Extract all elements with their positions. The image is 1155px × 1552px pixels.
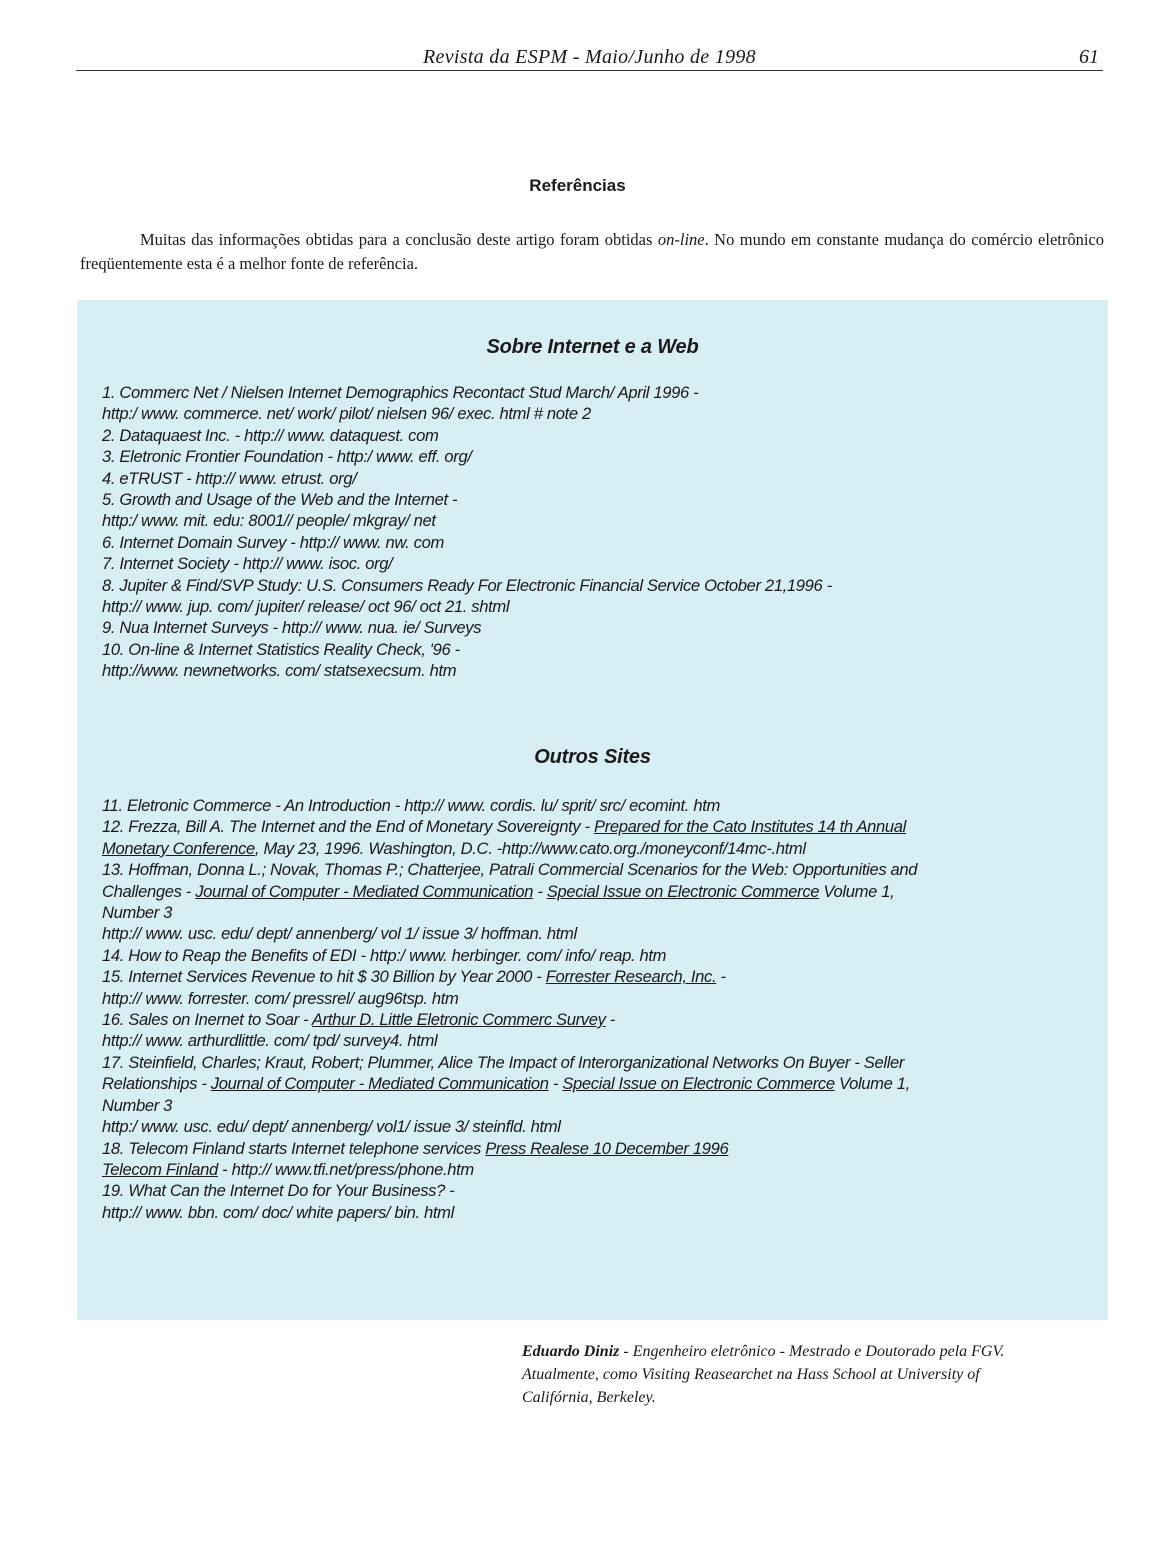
reference-item-15 xyxy=(102,966,1102,987)
reference-item-17: 17. Steinfield, Charles; Kraut, Robert; Plummer, Alice The Impact of Interorganizational Networks On Buyer - Seller xyxy=(102,1052,905,1072)
reference-text: 13. Hoffman, Donna L.; Novak, Thomas P.; Chatterjee, Patrali Commercial Scenarios for the Web: Opportunities and xyxy=(102,860,918,880)
intro-text-start: Muitas das informações obtidas para a conclusão deste artigo foram obtidas xyxy=(140,230,658,249)
reference-line: 1. Commerc Net / Nielsen Internet Demographics Recontact Stud March/ April 1996 - xyxy=(102,383,699,402)
reference-item-11 xyxy=(102,795,1102,816)
reference-item-18 xyxy=(102,1138,1102,1159)
running-header xyxy=(76,44,1103,71)
reference-text: - xyxy=(716,967,726,987)
reference-item-19: 19. What Can the Internet Do for Your Business? - xyxy=(102,1181,455,1201)
intro-paragraph xyxy=(80,228,1104,276)
reference-line: http:/ www. commerce. net/ work/ pilot/ nielsen 96/ exec. html # note 2 xyxy=(102,404,591,424)
reference-text: Volume 1, xyxy=(834,1074,910,1094)
reference-item-12 xyxy=(102,816,1102,837)
reference-text: Challenges - xyxy=(102,881,196,901)
reference-item-17-url: http:/ www. usc. edu/ dept/ annenberg/ vol1/ issue 3/ steinfld. html xyxy=(102,1117,561,1137)
reference-line: 4. eTRUST - http:// www. etrust. org/ xyxy=(102,468,357,488)
reference-list-internet-web xyxy=(102,382,1102,682)
reference-line: 6. Internet Domain Survey - http:// www. nw. com xyxy=(102,532,444,552)
reference-line: 5. Growth and Usage of the Web and the Internet - xyxy=(102,490,458,510)
references-heading: Referências xyxy=(529,176,626,195)
intro-emphasis: on-line xyxy=(657,230,705,249)
reference-line: 7. Internet Society - http:// www. isoc. org/ xyxy=(102,554,393,574)
reference-line: http:/ www. mit. edu: 8001// people/ mkgray/ net xyxy=(102,511,436,531)
reference-text: - http:// www.tfi.net/press/phone.htm xyxy=(217,1159,474,1179)
reference-line: 10. On-line & Internet Statistics Reality Check, '96 - xyxy=(102,639,460,659)
reference-line: http:// www. jup. com/ jupiter/ release/ oct 96/ oct 21. shtml xyxy=(102,597,510,617)
reference-source-title: Forrester Research, Inc. xyxy=(545,967,717,987)
author-credentials: - Engenheiro eletrônico - Mestrado e Doutorado pela FGV. xyxy=(619,1343,1005,1360)
author-line-2: Atualmente, como Visiting Reasearchet na Hass School at University of xyxy=(522,1366,980,1383)
section-heading-internet-web: Sobre Internet e a Web xyxy=(486,336,699,358)
references-panel xyxy=(77,300,1108,1320)
intro-text-end: . No mundo em constante mudança do comércio eletrônico freqüentemente esta é a melhor fonte de referência. xyxy=(80,230,1105,273)
reference-text: 16. Sales on Inernet to Soar - xyxy=(102,1010,312,1030)
reference-source-title: Special Issue on Electronic Commerce xyxy=(546,881,820,901)
reference-item-17-cont xyxy=(102,1073,1102,1094)
reference-text: , May 23, 1996. Washington, D.C. -http://www.cato.org./moneyconf/14mc-.html xyxy=(254,838,806,858)
reference-item-16-url: http:// www. arthurdlittle. com/ tpd/ survey4. html xyxy=(102,1031,438,1051)
section-heading-other-sites: Outros Sites xyxy=(534,746,651,768)
reference-item-12-cont xyxy=(102,838,1102,859)
reference-source-title: Special Issue on Electronic Commerce xyxy=(562,1074,835,1094)
reference-item-14: 14. How to Reap the Benefits of EDI - http:/ www. herbinger. com/ info/ reap. htm xyxy=(102,945,667,965)
reference-text: - xyxy=(533,881,547,901)
reference-text: 15. Internet Services Revenue to hit $ 30 Billion by Year 2000 - xyxy=(102,967,546,987)
reference-text: Relationships - xyxy=(102,1074,211,1094)
reference-source-title: Prepared for the Cato Institutes 14 th Annual xyxy=(593,817,907,837)
reference-text: 11. Eletronic Commerce - An Introduction - http:// www. cordis. lu/ sprit/ src/ ecomint. htm xyxy=(102,796,720,815)
journal-title: Revista da ESPM - Maio/Junho de 1998 xyxy=(423,46,756,68)
reference-source-title: Arthur D. Little Eletronic Commerc Survey xyxy=(311,1010,606,1030)
author-line-3: Califórnia, Berkeley. xyxy=(522,1389,656,1406)
page-number: 61 xyxy=(1079,46,1099,68)
reference-line: 2. Dataquaest Inc. - http:// www. dataquest. com xyxy=(102,425,439,445)
reference-item-13-number: Number 3 xyxy=(102,903,173,923)
reference-line: 9. Nua Internet Surveys - http:// www. nua. ie/ Surveys xyxy=(102,618,482,638)
reference-text: - xyxy=(548,1074,563,1094)
reference-list-other-sites xyxy=(102,795,1102,1223)
author-note xyxy=(522,1340,1112,1409)
reference-source-title: Journal of Computer - Mediated Communication xyxy=(195,881,534,901)
author-name: Eduardo Diniz xyxy=(522,1343,620,1360)
reference-line: 3. Eletronic Frontier Foundation - http:/ www. eff. org/ xyxy=(102,447,472,467)
reference-item-13-cont xyxy=(102,881,1102,902)
reference-text: Volume 1, xyxy=(819,881,895,901)
reference-line: 8. Jupiter & Find/SVP Study: U.S. Consumers Ready For Electronic Financial Service October 21,1996 - xyxy=(102,575,832,595)
reference-source-title: Press Realese 10 December 1996 xyxy=(485,1138,729,1158)
reference-line: http://www. newnetworks. com/ statsexecsum. htm xyxy=(102,661,457,681)
reference-item-19-url: http:// www. bbn. com/ doc/ white papers/ bin. html xyxy=(102,1202,454,1222)
reference-item-13 xyxy=(102,859,1102,880)
reference-source-title: Telecom Finland xyxy=(102,1159,218,1179)
reference-text: - xyxy=(605,1010,616,1030)
reference-text: 12. Frezza, Bill A. The Internet and the End of Monetary Sovereignty - xyxy=(102,817,594,837)
reference-item-16 xyxy=(102,1009,1102,1030)
reference-item-13-url: http:// www. usc. edu/ dept/ annenberg/ vol 1/ issue 3/ hoffman. html xyxy=(102,924,577,944)
reference-source-title: Monetary Conference xyxy=(102,838,255,858)
reference-text: 18. Telecom Finland starts Internet telephone services xyxy=(102,1138,486,1158)
reference-item-17-number: Number 3 xyxy=(102,1095,173,1115)
author-line-1 xyxy=(522,1340,1112,1363)
reference-item-18-cont xyxy=(102,1159,1102,1180)
reference-item-15-url: http:// www. forrester. com/ pressrel/ aug96tsp. htm xyxy=(102,988,459,1008)
reference-source-title: Journal of Computer - Mediated Communication xyxy=(210,1074,549,1094)
